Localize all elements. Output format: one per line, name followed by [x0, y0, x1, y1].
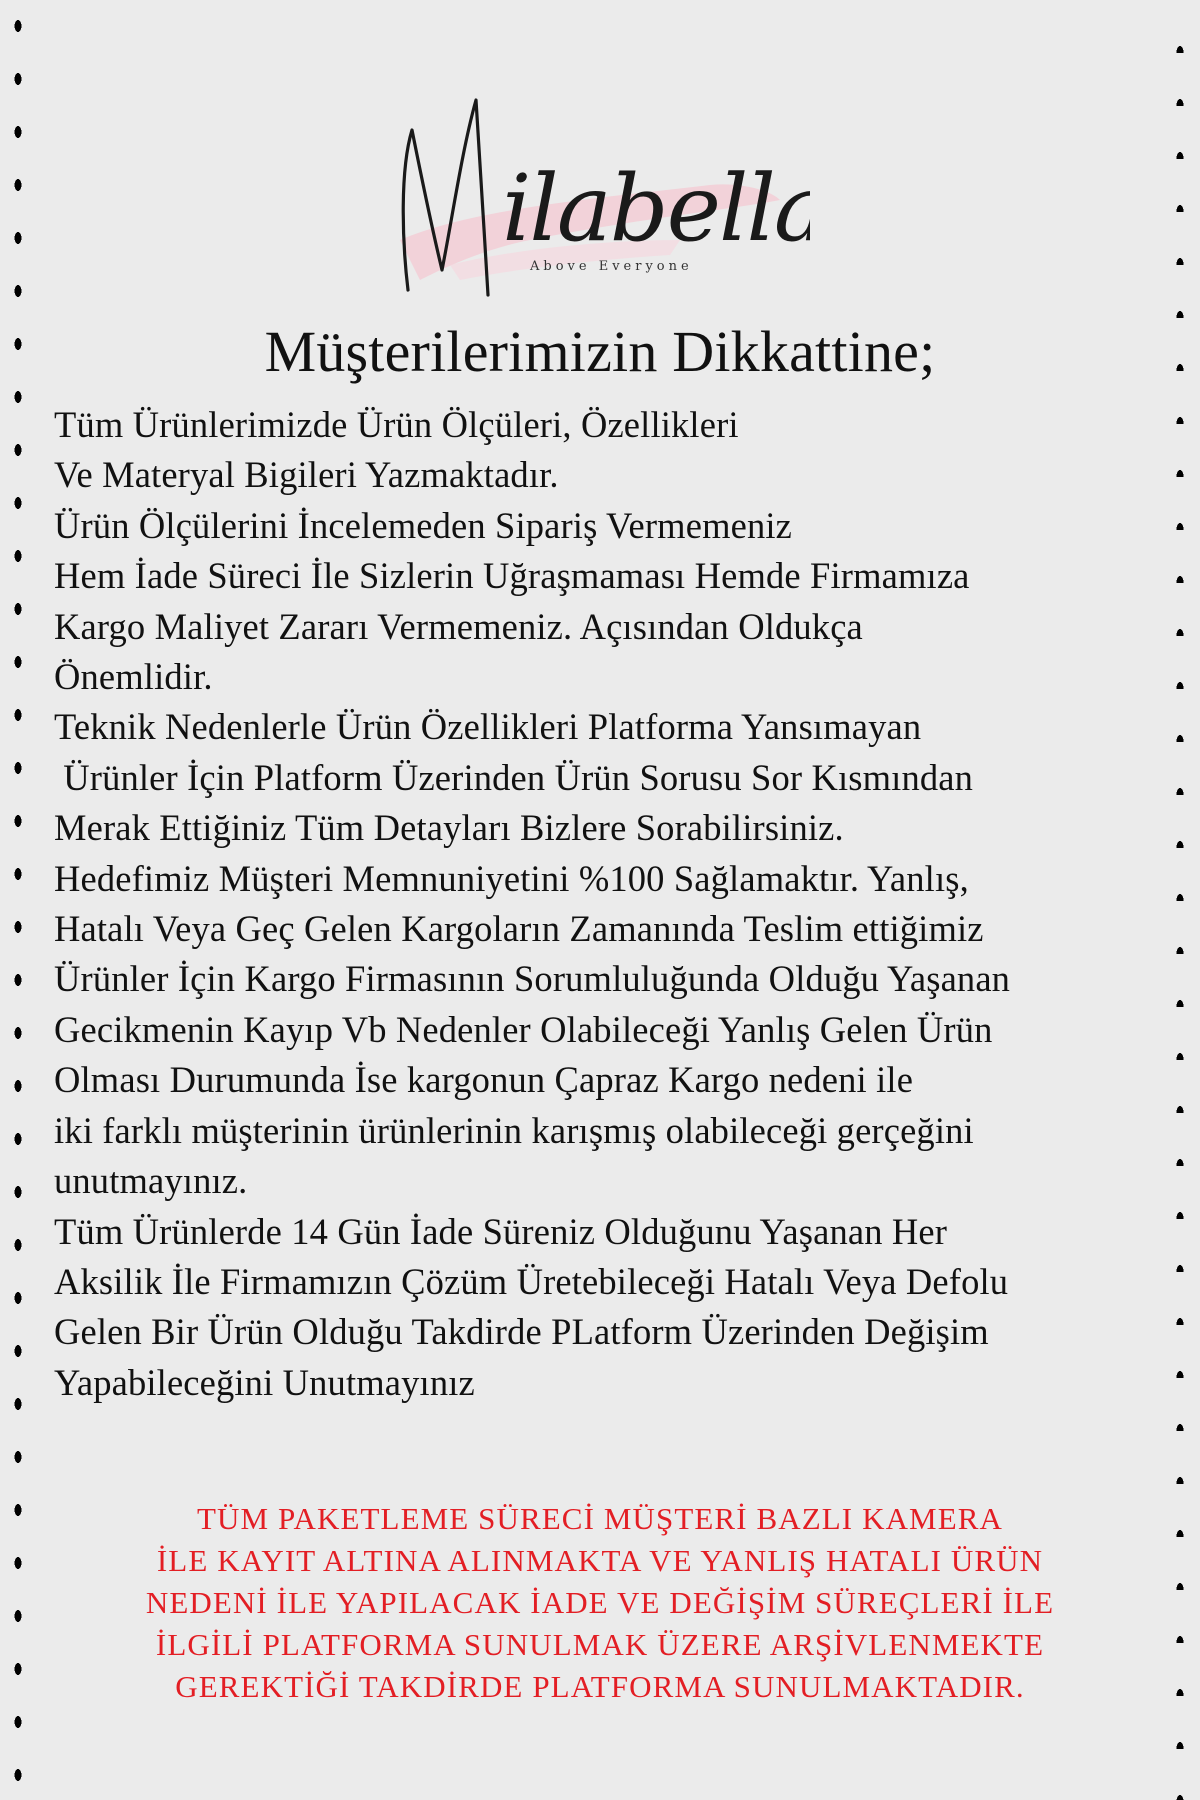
body-text-line: unutmayınız. [54, 1160, 248, 1202]
body-text-line: Tüm Ürünlerde 14 Gün İade Süreniz Olduğunu Yaşanan Her [54, 1210, 948, 1252]
notice-line: TÜM PAKETLEME SÜRECİ MÜŞTERİ BAZLI KAMERA [196, 1501, 1004, 1536]
brand-logo [380, 90, 810, 330]
body-text-line: Kargo Maliyet Zararı Vermemeniz. Açısından Oldukça [54, 605, 863, 647]
body-text-line: Ürün Ölçülerini İncelemeden Sipariş Vermemeniz [54, 504, 793, 546]
body-text-line: Ürünler İçin Platform Üzerinden Ürün Sorusu Sor Kısmından [54, 756, 974, 798]
body-text-line: Hatalı Veya Geç Gelen Kargoların Zamanında Teslim ettiğimiz [54, 908, 984, 950]
body-text-line: Tüm Ürünlerimizde Ürün Ölçüleri, Özellikleri [54, 404, 739, 445]
brand-name-text: ilabella [502, 155, 810, 262]
body-text-line: Yapabileceğini Unutmayınız [54, 1361, 475, 1403]
body-text-line: Aksilik İle Firmamızın Çözüm Üretebileceği Hatalı Veya Defolu [54, 1260, 1009, 1302]
body-text-line: Merak Ettiğiniz Tüm Detayları Bizlere Sorabilirsiniz. [54, 807, 844, 849]
brand-tagline: Above Everyone [530, 259, 693, 274]
body-text-line: Ve Materyal Bigileri Yazmaktadır. [54, 454, 559, 496]
body-text-line: Hem İade Süreci İle Sizlerin Uğraşmaması Hemde Firmamıza [54, 555, 970, 597]
notice-line: GEREKTİĞİ TAKDİRDE PLATFORMA SUNULMAKTADIR. [175, 1669, 1025, 1704]
page-heading: Müşterilerimizin Dikkattine; [264, 319, 936, 384]
information-text [54, 400, 1174, 1408]
notice-line: İLE KAYIT ALTINA ALINMAKTA VE YANLIŞ HATALI ÜRÜN [156, 1543, 1044, 1578]
warning-notice [0, 1498, 1200, 1708]
body-text-line: Hedefimiz Müşteri Memnuniyetini %100 Sağlamaktır. Yanlış, [54, 857, 969, 899]
body-text-line: Gelen Bir Ürün Olduğu Takdirde PLatform Üzerinden Değişim [54, 1311, 989, 1353]
body-text-line: Ürünler İçin Kargo Firmasının Sorumluluğunda Olduğu Yaşanan [54, 958, 1011, 1000]
body-text-line: iki farklı müşterinin ürünlerinin karışmış olabileceği gerçeğini [54, 1109, 974, 1151]
body-text-line: Önemlidir. [54, 656, 213, 698]
notice-line: İLGİLİ PLATFORMA SUNULMAK ÜZERE ARŞİVLENMEKTE [155, 1627, 1045, 1662]
body-text-line: Teknik Nedenlerle Ürün Özellikleri Platforma Yansımayan [54, 706, 922, 748]
body-text-line: Gecikmenin Kayıp Vb Nedenler Olabileceği Yanlış Gelen Ürün [54, 1008, 993, 1050]
body-text-line: Olması Durumunda İse kargonun Çapraz Kargo nedeni ile [54, 1059, 914, 1101]
notice-line: NEDENİ İLE YAPILACAK İADE VE DEĞİŞİM SÜREÇLERİ İLE [145, 1585, 1055, 1620]
